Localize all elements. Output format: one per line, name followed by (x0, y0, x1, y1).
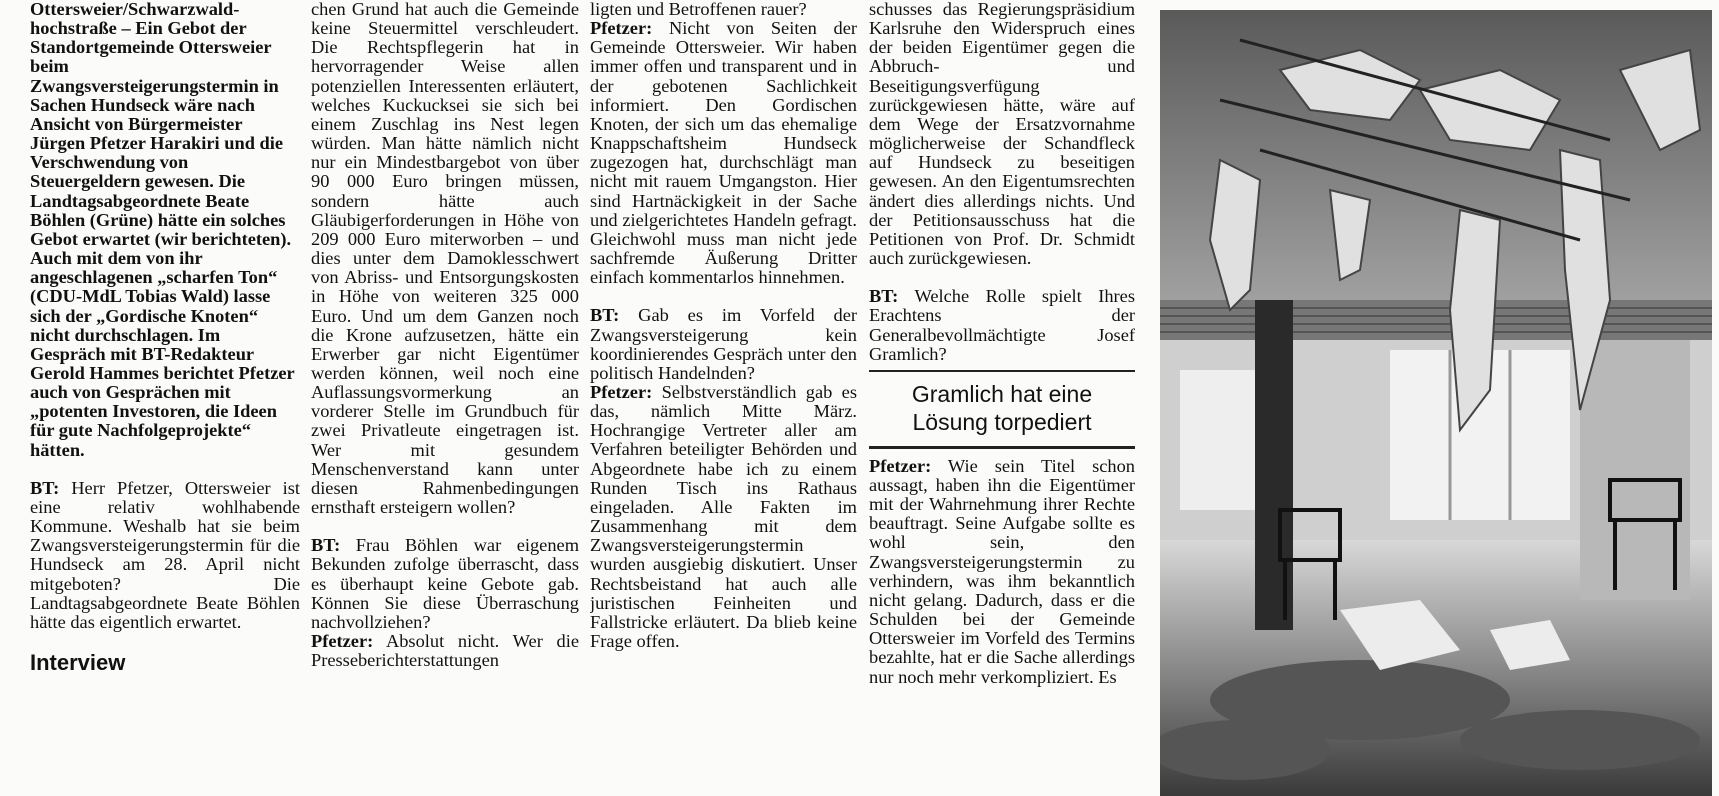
subheadline-rule (869, 446, 1135, 449)
question-text: Gab es im Vorfeld der Zwangsversteigerung kein koordinierendes Gespräch unter den politisch Handelnden? (590, 305, 857, 383)
answer-label: Pfetzer: (590, 381, 653, 402)
ruined-interior-photo (1160, 10, 1712, 796)
question-text: Frau Böhlen war eigenem Bekunden zufolge überrascht, dass es überhaupt keine Gebote gab. Können Sie diese Überraschung nachvollziehen? (311, 535, 579, 632)
question-1 (30, 479, 300, 632)
column-4 (869, 0, 1135, 796)
section-kicker: Interview (30, 650, 126, 675)
subheadline: Gramlich hat eine Lösung torpediert (911, 380, 1093, 435)
article-lead: Ottersweier/Schwarzwald- hochstraße – Ein Gebot der Standortgemeinde Ottersweier beim Zwangsversteigerungstermin in Sachen Hundseck wäre nach Ansicht von Bürgermeister Jürgen Pfetzer Harakiri und die Verschwendung von Steuergeldern gewesen. Die Landtagsabgeordnete Beate Böhlen (Grüne) hätte ein solches Gebot erwartet (wir berichteten). Auch mit dem von ihr angeschlagenen „scharfen Ton“ (CDU-MdL Tobias Wald) lasse sich der „Gordische Knoten“ nicht durchschlagen. Im Gespräch mit BT-Redakteur Gerold Hammes berichtet Pfetzer auch von Gesprächen mit „potenten Investoren, die Ideen für gute Nachfolgeprojekte“ hätten. (30, 0, 295, 460)
question-label: BT: (311, 535, 341, 556)
spacer (869, 268, 1135, 287)
answer-text: Wie sein Titel schon aussagt, haben ihn die Eigentümer mit der Wahrnehmung ihrer Rechte beauftragt. Seine Aufgabe sollte es wohl sein, den Zwangsversteigerungstermin zu verhindern, was ihm bekanntlich nicht gelang. Dadurch, dass er die Schulden bei der Gemeinde Ottersweier im Vorfeld des Termins bezahlte, hat er die Sache allerdings nur noch mehr verkompliziert. Es (869, 455, 1135, 687)
answer-continued: chen Grund hat auch die Gemeinde keine Steuermittel verschleudert. Die Rechtspflegerin hat in hervorragender Weise allen potenziellen Interessenten erläutert, welches Kuckucksei sie sich bei einem Zuschlag ins Nest legen würden. Man hätte nämlich nicht nur ein Mindestbargebot von über 90 000 Euro bringen müssen, sondern hätte auch Gläubigerforderungen in Höhe von 209 000 Euro miterworben – und dies unter dem Damoklesschwert von Abriss- und Entsorgungskosten in Höhe von weiteren 325 000 Euro. Und um dem Ganzen noch die Krone aufzusetzen, hätte ein Erwerber gar nicht Eigentümer werden können, weil noch eine Auflassungsvormerkung an vorderer Stelle im Grundbuch für zwei Privatleute eingetragen ist. Wer mit gesundem Menschenverstand kann unter diesen Rahmenbedingungen ernsthaft ersteigern wollen? (311, 0, 579, 518)
column-1 (30, 0, 300, 796)
spacer (311, 517, 579, 536)
question-text: Herr Pfetzer, Ottersweier ist eine relativ wohlhabende Kommune. Weshalb hat sie beim Zwangsversteigerungstermin für die Hundseck am 28. April nicht mitgeboten? Die Landtagsabgeordnete Beate Böhlen hätte das eigentlich erwartet. (30, 477, 300, 632)
column-3 (590, 0, 857, 796)
answer-text: Absolut nicht. Wer die Presseberichterstattungen (311, 631, 579, 671)
column-2 (311, 0, 579, 796)
question-text: Welche Rolle spielt Ihres Erachtens der Generalbevollmächtigte Josef Gramlich? (869, 286, 1135, 364)
answer-text: Nicht von Seiten der Gemeinde Ottersweier. Wir haben immer offen und transparent und in der gebotenen Sachlichkeit informiert. Den Gordischen Knoten, der sich um das ehemalige Knappschaftsheim Hundseck zugezogen hat, durchschlägt man nicht mit rauem Umgangston. Hier sind Hartnäckigkeit in der Sache und zielgerichtetes Handeln gefragt. Gleichwohl muss man nicht jede sachfremde Äußerung Dritter einfach kommentarlos hinnehmen. (590, 18, 857, 288)
answer-label: Pfetzer: (590, 18, 653, 39)
question-label: BT: (869, 286, 899, 307)
answer-label: Pfetzer: (311, 631, 374, 651)
question-continued: ligten und Betroffenen rauer? (590, 0, 807, 19)
answer-5 (869, 457, 1135, 687)
question-2 (311, 536, 579, 632)
spacer (590, 287, 857, 306)
question-3 (590, 306, 857, 383)
spacer (30, 460, 300, 479)
question-label: BT: (590, 305, 620, 326)
answer-continued: schusses das Regierungspräsidium Karlsruhe den Widerspruch eines der beiden Eigentümer gegen die Abbruch- und Beseitigungsverfügung zurückgewiesen hätte, wäre auf dem Wege der Ersatzvornahme möglicherweise der Schandfleck auf Hundseck zu beseitigen gewesen. An den Eigentumsrechten ändert dies allerdings nichts. Und der Petitionsausschuss hat die Petitionen von Prof. Dr. Schmidt auch zurückgewiesen. (869, 0, 1135, 269)
photo-illustration (1160, 10, 1712, 796)
answer-4 (590, 383, 857, 651)
answer-text: Selbstverständlich gab es das, nämlich Mitte März. Hochrangige Vertreter aller am Verfahren beteiligter Behörden und Abgeordnete habe ich zu einem Runden Tisch ins Rathaus eingeladen. Alle Fakten im Zusammenhang mit dem Zwangsversteigerungstermin wurden ausgiebig diskutiert. Unser Rechtsbeistand hat auch alle juristischen Feinheiten und Fallstricke erläutert. Da blieb keine Frage offen. (590, 381, 857, 651)
answer-2 (311, 632, 579, 670)
question-label: BT: (30, 477, 60, 498)
answer-3 (590, 19, 857, 287)
answer-label: Pfetzer: (869, 455, 932, 476)
question-4 (869, 287, 1135, 364)
section-rule (869, 370, 1135, 372)
